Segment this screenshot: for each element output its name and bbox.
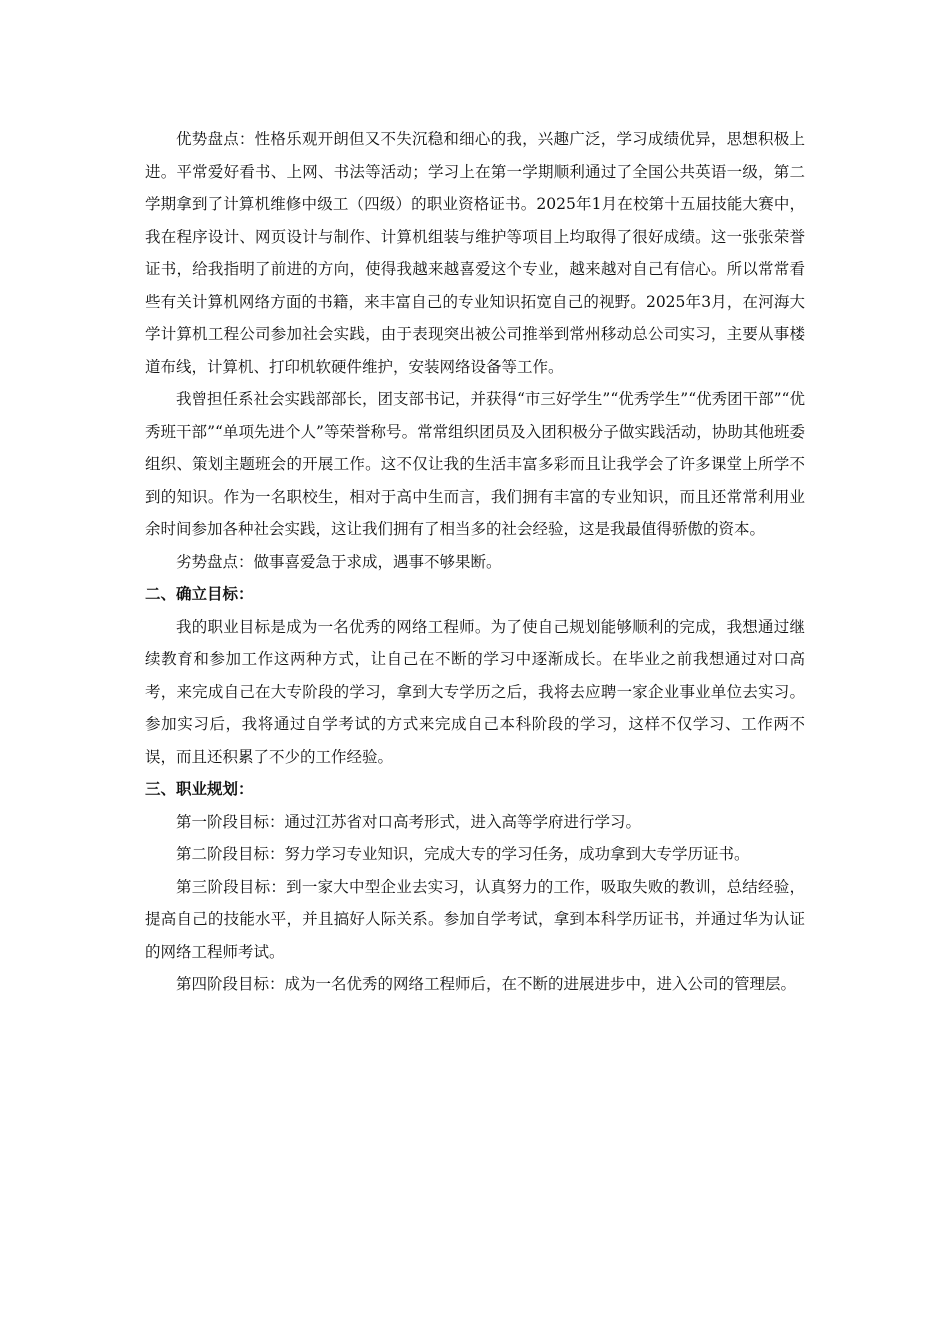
document-body — [145, 123, 805, 1001]
disadvantages-paragraph: 劣势盘点：做事喜爱急于求成，遇事不够果断。 — [176, 552, 502, 571]
goals-paragraph: 我的职业目标是成为一名优秀的网络工程师。为了使自己规划能够顺利的完成，我想通过继续教育和参加工作这两种方式，让自己在不断的学习中逐渐成长。在毕业之前我想通过对口高考，来完成自己在大专阶段的学习，拿到大专学历之后，我将去应聘一家企业事业单位去实习。参加实习后，我将通过自学考试的方式来完成自己本科阶段的学习，这样不仅学习、工作两不误，而且还积累了不少的工作经验。 — [145, 617, 805, 766]
stage-4-paragraph: 第四阶段目标：成为一名优秀的网络工程师后，在不断的进展进步中，进入公司的管理层。 — [176, 975, 797, 993]
stage-3-paragraph: 第三阶段目标：到一家大中型企业去实习，认真努力的工作，吸取失败的教训，总结经验，提高自己的技能水平，并且搞好人际关系。参加自学考试，拿到本科学历证书，并通过华为认证的网络工程师考试。 — [145, 877, 805, 961]
section-heading-goals: 二、确立目标： — [145, 584, 254, 603]
stage-1-paragraph: 第一阶段目标：通过江苏省对口高考形式，进入高等学府进行学习。 — [176, 812, 642, 831]
section-heading-career-plan: 三、职业规划： — [145, 779, 254, 798]
honors-paragraph: 我曾担任系社会实践部部长，团支部书记，并获得“市三好学生”“优秀学生”“优秀团干部”“优秀班干部”“单项先进个人”等荣誉称号。常常组织团员及入团积极分子做实践活动，协助其他班委组织、策划主题班会的开展工作。这不仅让我的生活丰富多彩而且让我学会了许多课堂上所学不到的知识。作为一名职校生，相对于高中生而言，我们拥有丰富的专业知识，而且还常常利用业余时间参加各种社会实践，这让我们拥有了相当多的社会经验，这是我最值得骄傲的资本。 — [145, 390, 805, 538]
advantages-paragraph: 优势盘点：性格乐观开朗但又不失沉稳和细心的我，兴趣广泛，学习成绩优异，思想积极上进。平常爱好看书、上网、书法等活动；学习上在第一学期顺利通过了全国公共英语一级，第二学期拿到了计算机维修中级工（四级）的职业资格证书。2025年1月在校第十五届技能大赛中，我在程序设计、网页设计与制作、计算机组装与维护等项目上均取得了很好成绩。这一张张荣誉证书，给我指明了前进的方向，使得我越来越喜爱这个专业，越来越对自己有信心。所以常常看些有关计算机网络方面的书籍，来丰富自己的专业知识拓宽自己的视野。2025年3月，在河海大学计算机工程公司参加社会实践，由于表现突出被公司推举到常州移动总公司实习，主要从事楼道布线，计算机、打印机软硬件维护，安装网络设备等工作。 — [145, 130, 805, 376]
stage-2-paragraph: 第二阶段目标：努力学习专业知识，完成大专的学习任务，成功拿到大专学历证书。 — [176, 845, 750, 863]
